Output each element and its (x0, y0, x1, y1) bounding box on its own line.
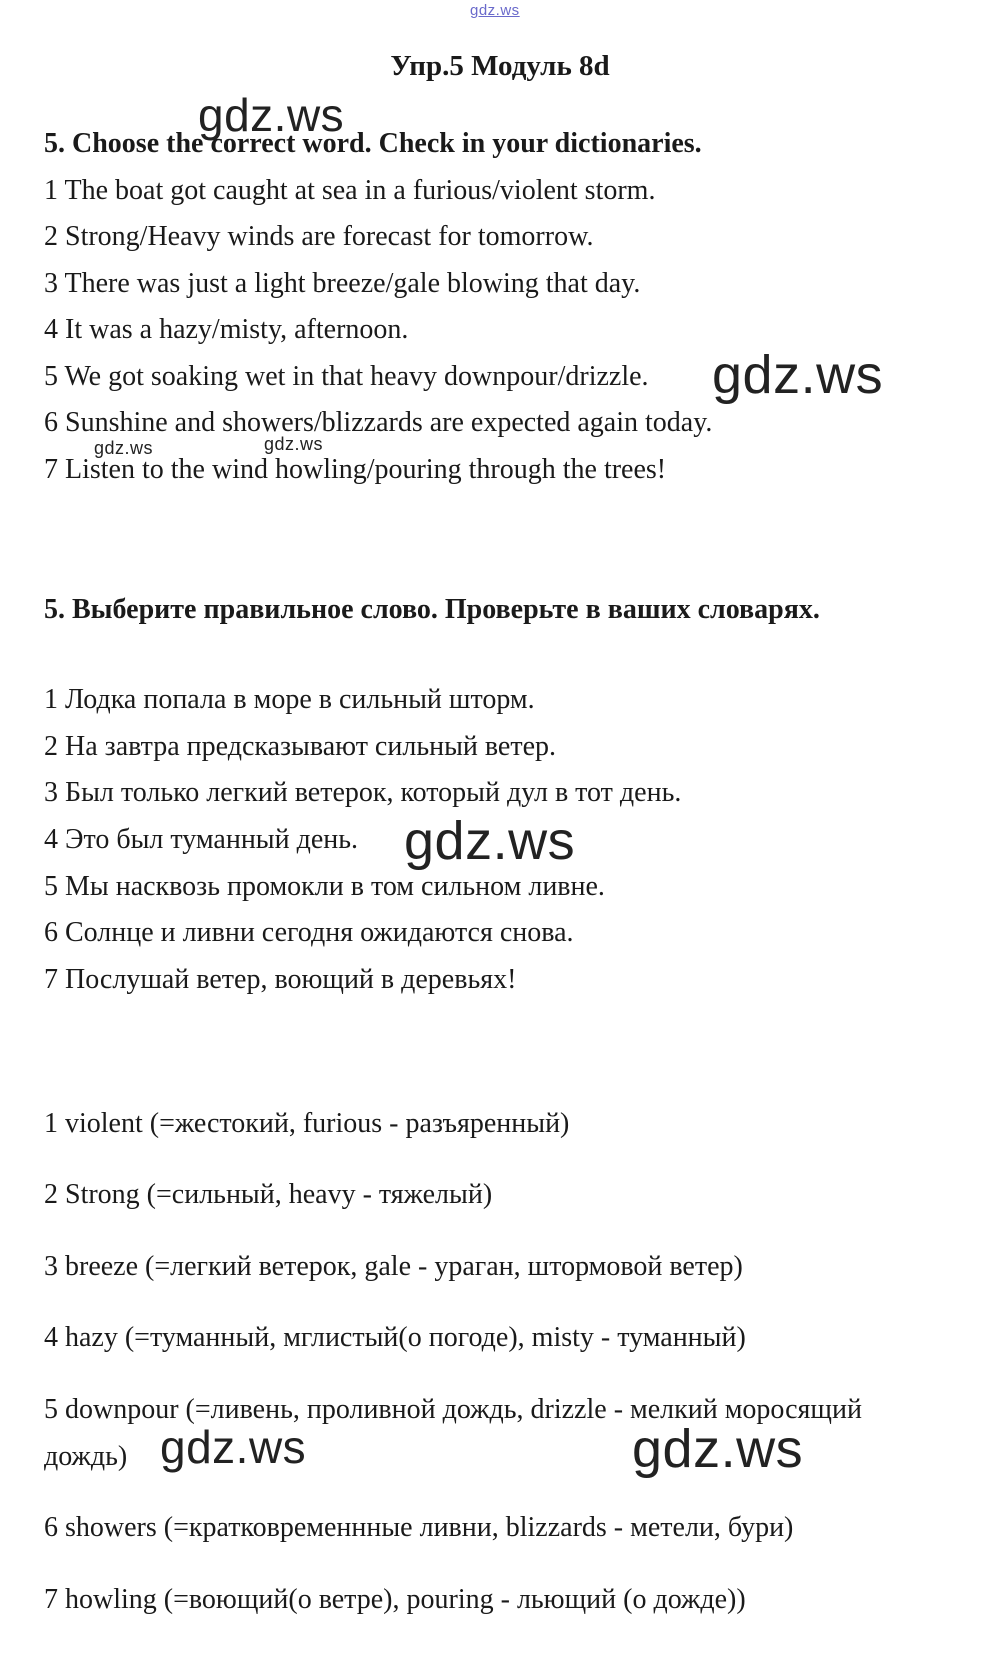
english-line-3: 3 There was just a light breeze/gale blowing that day. (44, 268, 641, 299)
watermark-text: gdz.ws (632, 1419, 804, 1479)
answer-line-5-cont: дождь) (44, 1441, 128, 1472)
answer-line-4: 4 hazy (=туманный, мглистый(о погоде), misty - туманный) (44, 1322, 746, 1353)
english-line-7: 7 Listen to the wind howling/pouring through the trees! (44, 454, 667, 485)
answer-line-3: 3 breeze (=легкий ветерок, gale - ураган, штормовой ветер) (44, 1251, 743, 1282)
russian-line-6: 6 Солнце и ливни сегодня ожидаются снова. (44, 917, 574, 948)
watermark-text: gdz.ws (198, 89, 345, 141)
top-watermark-link[interactable]: gdz.ws (470, 2, 520, 19)
russian-line-1: 1 Лодка попала в море в сильный шторм. (44, 684, 535, 715)
russian-line-7: 7 Послушай ветер, воющий в деревьях! (44, 964, 517, 995)
english-line-5: 5 We got soaking wet in that heavy downpour/drizzle. (44, 361, 649, 392)
english-line-4: 4 It was a hazy/misty, afternoon. (44, 314, 409, 345)
answer-line-6: 6 showers (=кратковременнные ливни, blizzards - метели, бури) (44, 1512, 794, 1543)
page-title: Упр.5 Модуль 8d (390, 50, 610, 82)
russian-line-5: 5 Мы насквозь промокли в том сильном ливне. (44, 871, 605, 902)
english-line-2: 2 Strong/Heavy winds are forecast for tomorrow. (44, 221, 594, 252)
russian-heading: 5. Выберите правильное слово. Проверьте в ваших словарях. (44, 594, 820, 625)
watermark-text: gdz.ws (404, 811, 576, 871)
watermark-text: gdz.ws (94, 438, 154, 458)
answer-line-1: 1 violent (=жестокий, furious - разъяренный) (44, 1108, 570, 1139)
russian-line-4: 4 Это был туманный день. (44, 824, 359, 855)
answer-line-5: 5 downpour (=ливень, проливной дождь, drizzle - мелкий моросящий (44, 1394, 862, 1425)
watermark-text: gdz.ws (712, 345, 884, 405)
english-line-6: 6 Sunshine and showers/blizzards are expected again today. (44, 407, 713, 438)
watermark-text: gdz.ws (264, 434, 324, 454)
answer-line-2: 2 Strong (=сильный, heavy - тяжелый) (44, 1179, 493, 1210)
english-heading: 5. Choose the correct word. Check in your dictionaries. (44, 128, 702, 159)
watermark-text: gdz.ws (160, 1421, 307, 1473)
english-line-1: 1 The boat got caught at sea in a furious/violent storm. (44, 175, 656, 206)
answer-line-7: 7 howling (=воющий(о ветре), pouring - льющий (о дожде)) (44, 1584, 746, 1615)
russian-line-3: 3 Был только легкий ветерок, который дул в тот день. (44, 777, 682, 808)
russian-line-2: 2 На завтра предсказывают сильный ветер. (44, 731, 557, 762)
